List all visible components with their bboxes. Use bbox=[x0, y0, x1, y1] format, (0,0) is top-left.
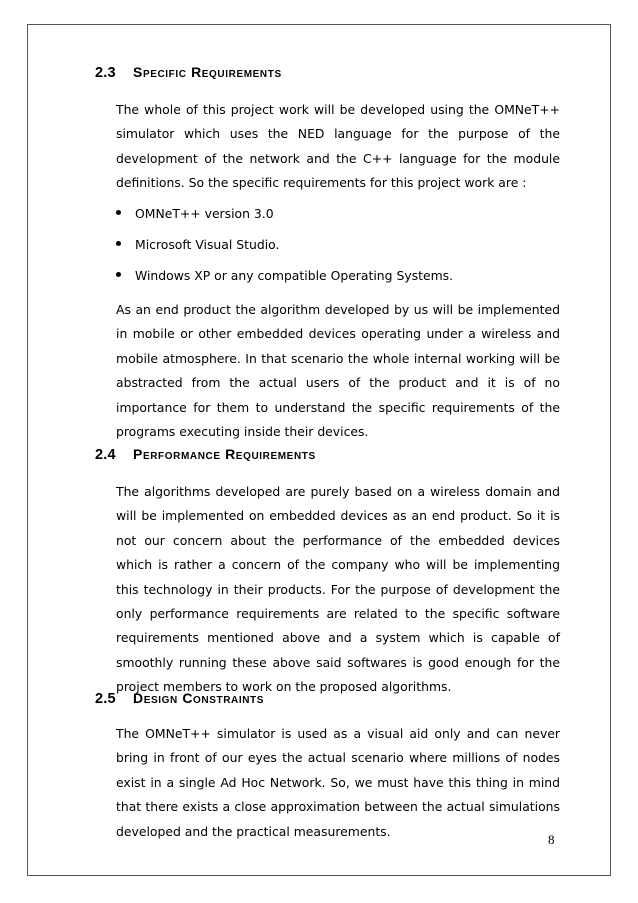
paragraph: The OMNeT++ simulator is used as a visual aid only and can never bring in front of our eyes the actual scenario where millions of nodes exist in a single Ad Hoc Network. So, we must have this thing in mind that there exists a close approximation between the actual simulations developed and the practical measurements. bbox=[116, 726, 560, 839]
section-title: Design Constraints bbox=[133, 690, 265, 706]
paragraph: The algorithms developed are purely based on a wireless domain and will be implemented on embedded devices as an end product. So it is not our concern about the performance of the embedded devices which is rather a concern of the company who will be implementing this technology in their products. For the purpose of development the only performance requirements are related to the specific software requirements mentioned above and a system which is capable of smoothly running these above said softwares is good enough for the project members to work on the proposed algorithms. bbox=[116, 484, 560, 695]
requirements-list bbox=[116, 198, 560, 291]
list-item: Windows XP or any compatible Operating Systems. bbox=[116, 260, 560, 291]
section-heading-2-4 bbox=[95, 446, 316, 463]
section-title: Performance Requirements bbox=[133, 446, 316, 462]
paragraph: As an end product the algorithm developed by us will be implemented in mobile or other embedded devices operating under a wireless and mobile atmosphere. In that scenario the whole internal working will be abstracted from the actual users of the product and it is of no importance for them to understand the specific requirements of the programs executing inside their devices. bbox=[116, 302, 560, 440]
list-item: OMNeT++ version 3.0 bbox=[116, 198, 560, 229]
bullet-icon bbox=[116, 210, 121, 215]
section-heading-2-3 bbox=[95, 64, 282, 81]
paragraph: The whole of this project work will be developed using the OMNeT++ simulator which uses the NED language for the purpose of the development of the network and the C++ language for the module definitions. So the specific requirements for this project work are : bbox=[116, 102, 560, 191]
list-item: Microsoft Visual Studio. bbox=[116, 229, 560, 260]
section-title: Specific Requirements bbox=[133, 64, 282, 80]
bullet-icon bbox=[116, 241, 121, 246]
section-heading-2-5 bbox=[95, 690, 264, 707]
section-number: 2.3 bbox=[95, 65, 116, 81]
page-number: 8 bbox=[548, 832, 555, 847]
section-number: 2.4 bbox=[95, 447, 116, 463]
section-number: 2.5 bbox=[95, 691, 116, 707]
bullet-icon bbox=[116, 272, 121, 277]
